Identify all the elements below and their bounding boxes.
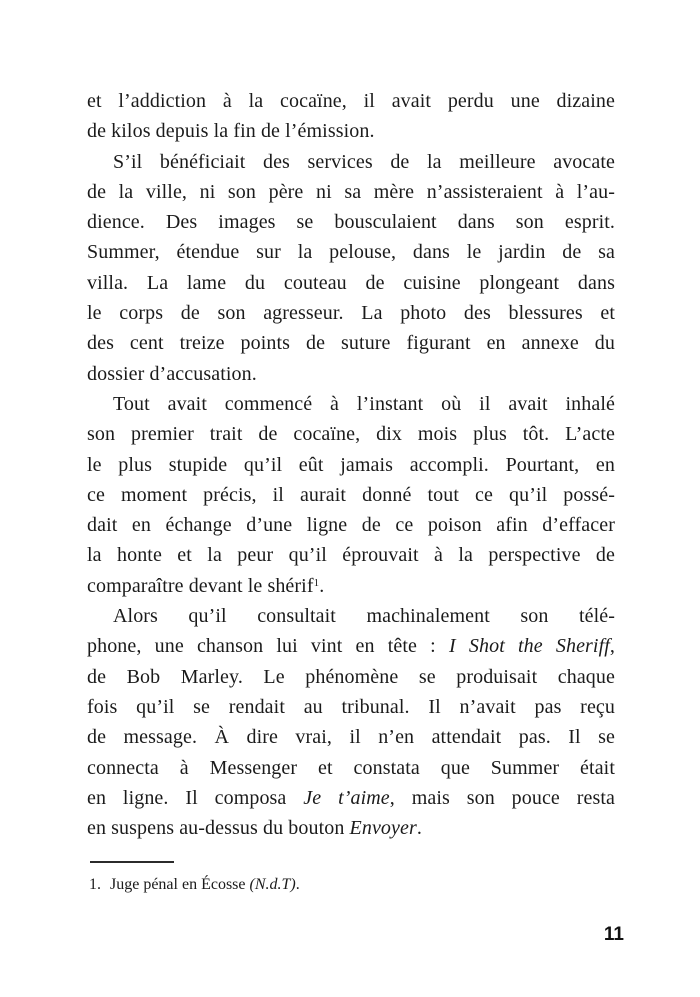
footnote-text: [110, 876, 300, 893]
text-segment: , mais son pouce resta: [389, 786, 616, 809]
text-segment: Tout avait commencé à l’instant où il avait inhalé: [113, 392, 615, 415]
text-segment: .: [416, 817, 422, 840]
text-line: [87, 692, 615, 722]
text-segment: (N.d.T): [249, 876, 296, 893]
footnote: [89, 874, 609, 895]
text-segment: villa. La lame du couteau de cuisine plongeant dans: [87, 271, 615, 294]
text-line: [87, 419, 615, 449]
text-segment: comparaître devant le shérif: [87, 574, 314, 597]
text-line: [87, 450, 615, 480]
text-line: [87, 298, 615, 328]
text-segment: et l’addiction à la cocaïne, il avait perdu une dizaine: [87, 90, 615, 112]
text-block: [87, 86, 615, 843]
text-segment: ce moment précis, il aurait donné tout ce qu’il possé-: [87, 483, 615, 506]
text-line: [87, 237, 615, 267]
text-line: [87, 268, 615, 298]
text-segment: ,: [609, 635, 616, 658]
paragraph: [87, 86, 615, 147]
footnote-reference: 1: [313, 577, 320, 590]
text-segment: dossier d’accusation.: [87, 362, 257, 385]
text-segment: des cent treize points de suture figurant en annexe du: [87, 332, 615, 355]
footnote-rule: [90, 861, 174, 863]
text-line: [87, 722, 615, 752]
text-segment: .: [295, 876, 300, 893]
text-segment: connecta à Messenger et constata que Summer était: [87, 756, 615, 779]
text-segment: dience. Des images se bousculaient dans son esprit.: [87, 211, 615, 234]
text-segment: Alors qu’il consultait machinalement son télé-: [113, 605, 615, 628]
text-line: [87, 207, 615, 237]
text-segment: Summer, étendue sur la pelouse, dans le jardin de sa: [87, 241, 615, 264]
text-line: [87, 631, 615, 661]
text-line: [87, 783, 615, 813]
text-line: [87, 540, 615, 570]
text-line: [87, 571, 615, 601]
text-segment: son premier trait de cocaïne, dix mois plus tôt. L’acte: [87, 423, 615, 446]
text-line: [87, 116, 615, 146]
text-line: [87, 601, 615, 631]
text-segment: en suspens au-dessus du bouton: [87, 817, 350, 840]
text-line: [87, 510, 615, 540]
text-segment: I Shot the Sheriff: [448, 635, 610, 658]
text-segment: en ligne. Il composa: [87, 786, 304, 809]
text-line: [87, 177, 615, 207]
text-line: [87, 662, 615, 692]
text-line: [87, 753, 615, 783]
text-segment: S’il bénéficiait des services de la meilleure avocate: [113, 150, 615, 173]
text-segment: fois qu’il se rendait au tribunal. Il n’avait pas reçu: [87, 695, 615, 718]
text-segment: le plus stupide qu’il eût jamais accompli. Pourtant, en: [87, 453, 615, 476]
footnote-marker: 1.: [89, 876, 101, 893]
text-segment: Juge pénal en Écosse: [110, 876, 250, 893]
text-segment: dait en échange d’une ligne de ce poison afin d’effacer: [87, 514, 615, 537]
text-segment: de Bob Marley. Le phénomène se produisait chaque: [87, 665, 615, 688]
text-segment: le corps de son agresseur. La photo des blessures et: [87, 302, 615, 325]
text-line: [87, 480, 615, 510]
text-segment: de message. À dire vrai, il n’en attendait pas. Il se: [87, 726, 615, 749]
text-line: [87, 328, 615, 358]
page-number: 11: [603, 924, 624, 945]
text-line: [87, 813, 615, 843]
text-line: [87, 147, 615, 177]
text-line: [87, 389, 615, 419]
paragraph: [87, 601, 615, 843]
paragraph: [87, 147, 615, 389]
text-segment: phone, une chanson lui vint en tête :: [87, 635, 449, 658]
text-segment: Envoyer: [349, 817, 417, 840]
text-segment: de kilos depuis la fin de l’émission.: [87, 120, 375, 143]
text-line: [87, 86, 615, 116]
text-line: [87, 359, 615, 389]
text-segment: la honte et la peur qu’il éprouvait à la perspective de: [87, 544, 615, 567]
text-segment: Je t’aime: [303, 786, 390, 809]
text-segment: .: [319, 574, 325, 597]
text-segment: de la ville, ni son père ni sa mère n’assisteraient à l’au-: [87, 180, 615, 203]
paragraph: [87, 389, 615, 601]
